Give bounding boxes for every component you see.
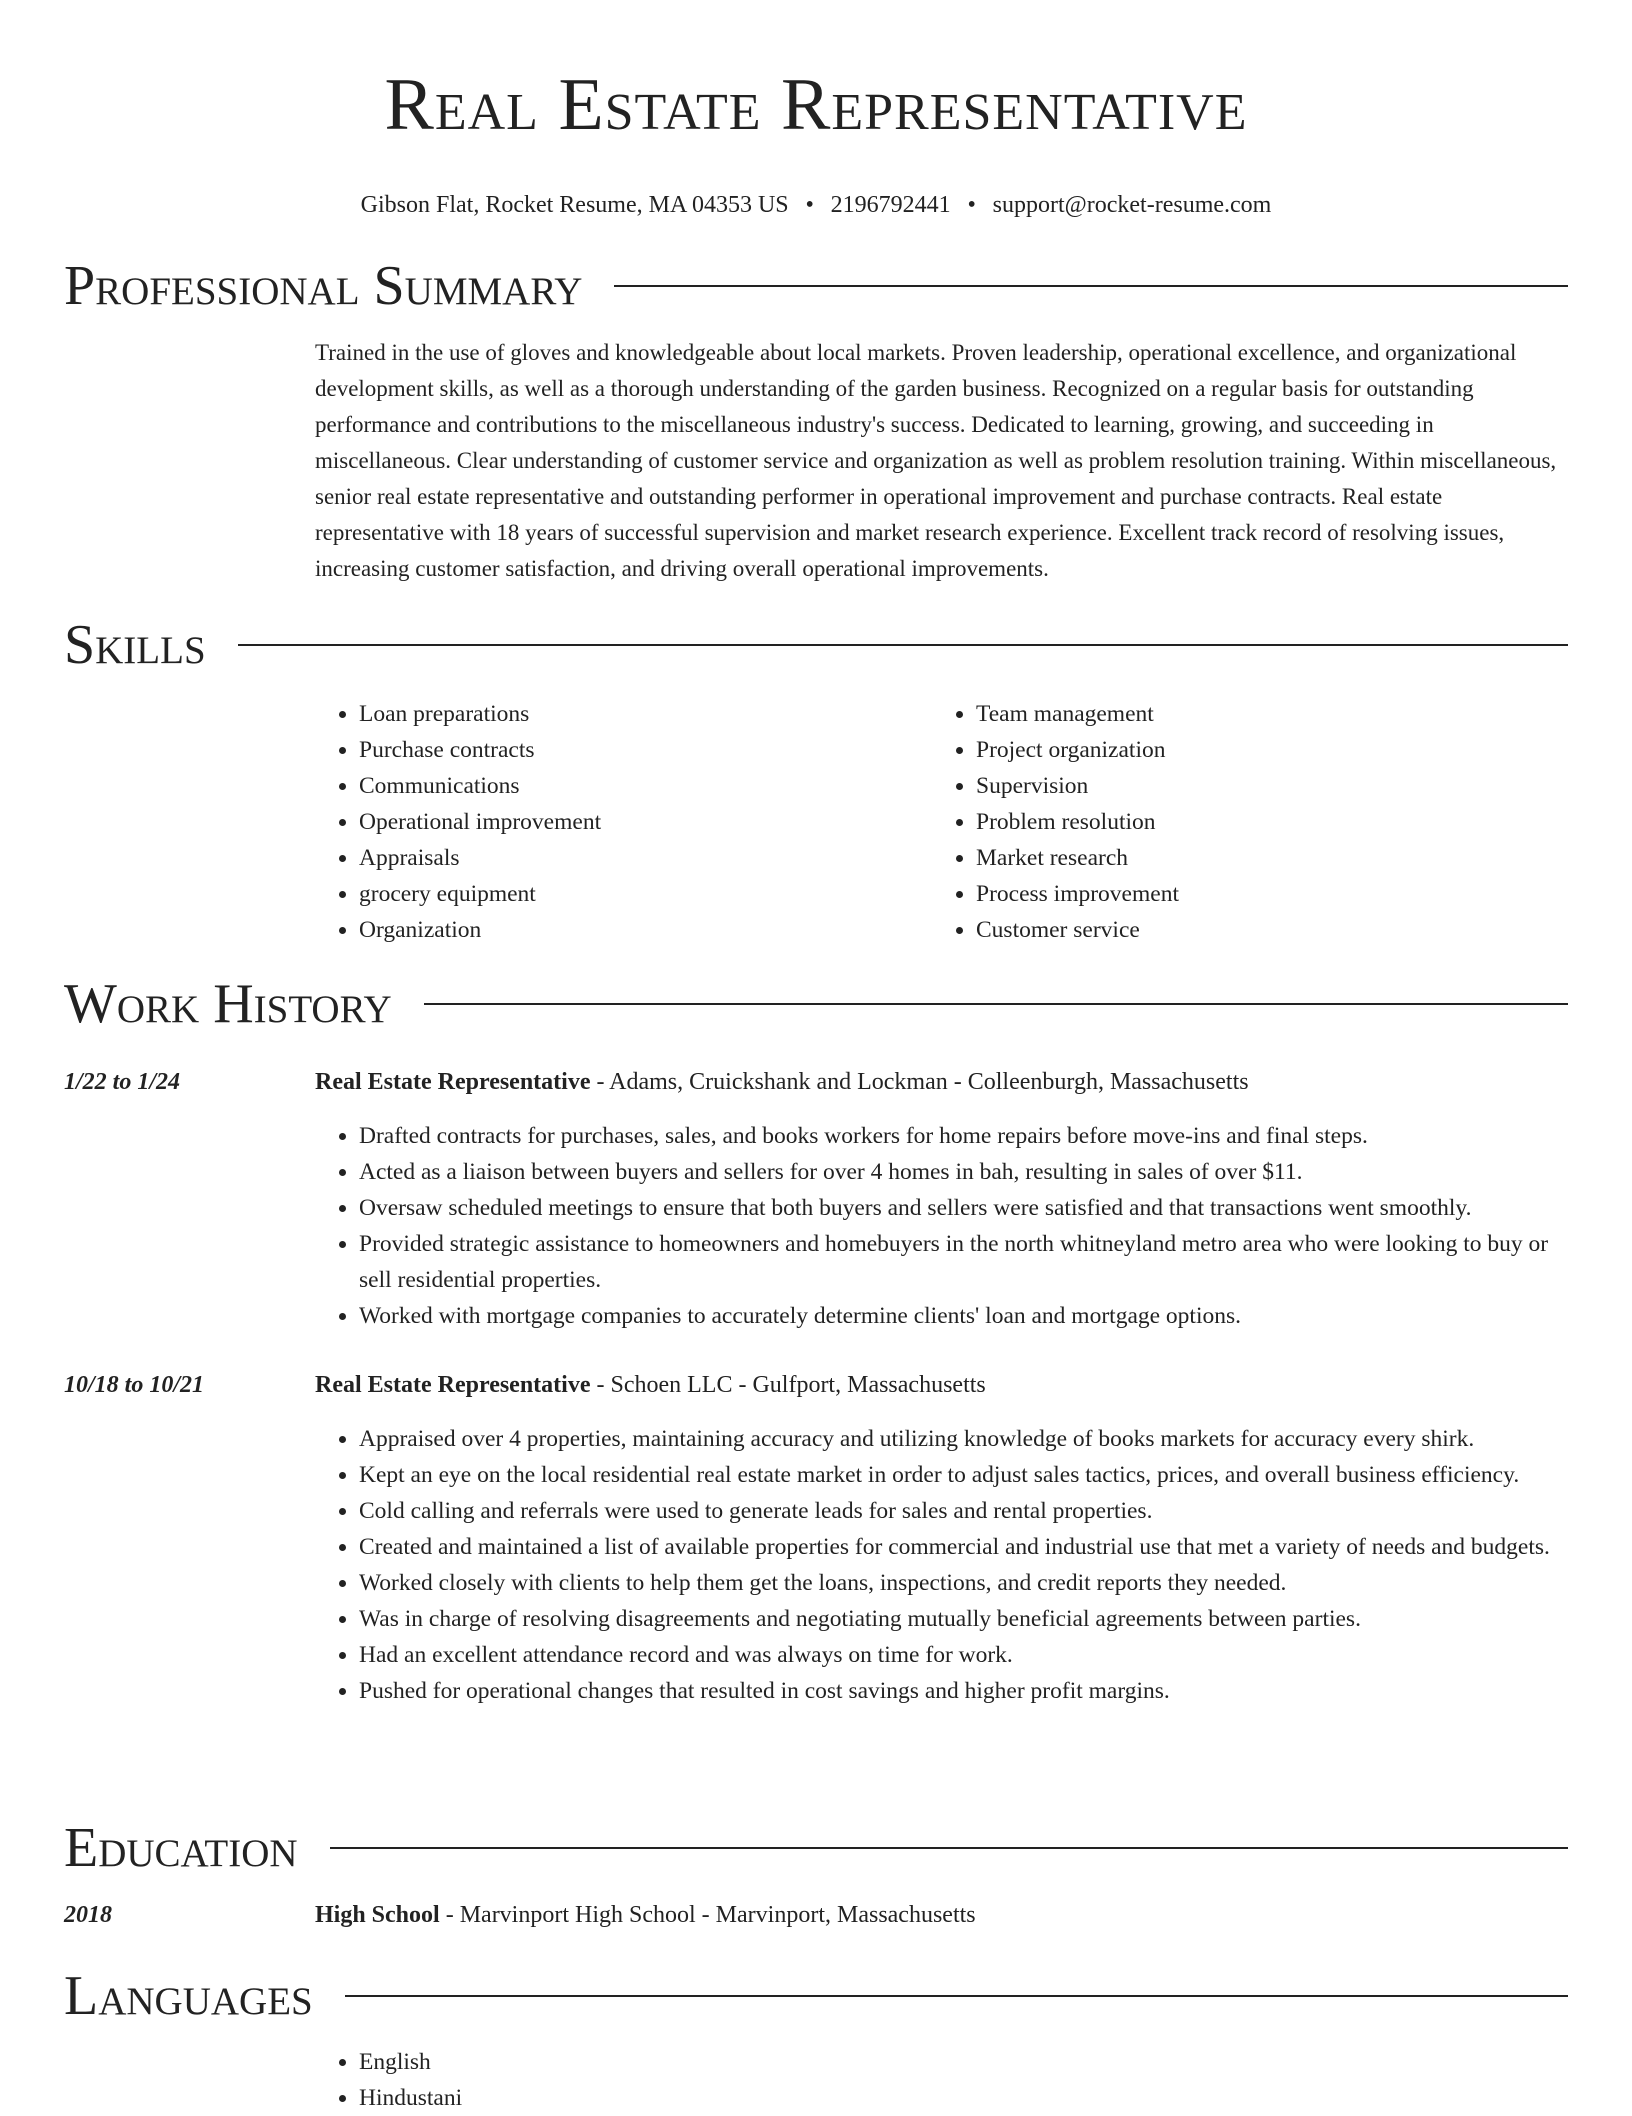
- work-bullet: • Worked closely with clients to help them get the loans, inspections, and credit reports they needed.: [359, 1565, 1570, 1601]
- contact-phone: 2196792441: [830, 192, 951, 218]
- skill-item: • Operational improvement: [359, 804, 932, 840]
- work-bullet: • Kept an eye on the local residential real estate market in order to adjust sales tactics, prices, and overall business efficiency.: [359, 1457, 1570, 1493]
- section-title-work: Work History: [64, 973, 392, 1035]
- section-title-summary: Professional Summary: [64, 255, 583, 317]
- skill-item: • Appraisals: [359, 840, 932, 876]
- language-item: • Hindustani: [359, 2080, 1570, 2116]
- work-bullet: • Pushed for operational changes that resulted in cost savings and higher profit margins.: [359, 1673, 1570, 1709]
- work-bullet: • Drafted contracts for purchases, sales, and books workers for home repairs before move-ins and final steps.: [359, 1118, 1570, 1154]
- work-bullet: • Provided strategic assistance to homeowners and homebuyers in the north whitneyland metro area who were looking to buy or sell residential properties.: [359, 1226, 1570, 1298]
- skill-item: • Communications: [359, 768, 932, 804]
- section-rule: [330, 1847, 1568, 1849]
- summary-paragraph: Trained in the use of gloves and knowledgeable about local markets. Proven leadership, operational excellence, and organizational development skills, as well as a thorough understanding of the garden business. Recognized on a regular basis for outstanding performance and contributions to the miscellaneous industry's success. Dedicated to learning, growing, and succeeding in miscellaneous. Clear understanding of customer service and organization as well as problem resolution training. Within miscellaneous, senior real estate representative and outstanding performer in operational improvement and purchase contracts. Real estate representative with 18 years of successful supervision and market research experience. Excellent track record of resolving issues, increasing customer satisfaction, and driving overall operational improvements.: [315, 340, 1557, 581]
- work-bullet: • Was in charge of resolving disagreements and negotiating mutually beneficial agreements between parties.: [359, 1601, 1570, 1637]
- section-rule: [238, 644, 1568, 646]
- section-rule: [424, 1003, 1568, 1005]
- education-entry: [64, 1897, 1570, 1933]
- skill-item: • Loan preparations: [359, 696, 932, 732]
- skill-item: • Organization: [359, 912, 932, 948]
- skills-column-right: [932, 696, 1549, 948]
- skill-item: • Customer service: [976, 912, 1549, 948]
- work-dates: 10/18 to 10/21: [64, 1372, 205, 1398]
- work-bullet: • Oversaw scheduled meetings to ensure that both buyers and sellers were satisfied and that transactions went smoothly.: [359, 1190, 1570, 1226]
- skill-item: • Project organization: [976, 732, 1549, 768]
- skills-column-left: [315, 696, 932, 948]
- work-dates: 1/22 to 1/24: [64, 1069, 181, 1095]
- section-header-work: [64, 974, 1568, 1034]
- resume-title: Real Estate Representative: [384, 64, 1248, 146]
- job-title: Real Estate Representative: [315, 1069, 591, 1095]
- skill-item: • Team management: [976, 696, 1549, 732]
- work-bullet: • Appraised over 4 properties, maintaining accuracy and utilizing knowledge of books markets for accuracy every shirk.: [359, 1421, 1570, 1457]
- skill-item: • Supervision: [976, 768, 1549, 804]
- skill-item: • Market research: [976, 840, 1549, 876]
- education-heading: [315, 1897, 1570, 1933]
- work-entry: [64, 1064, 1570, 1334]
- job-details: - Schoen LLC - Gulfport, Massachusetts: [590, 1372, 986, 1398]
- work-bullet: • Had an excellent attendance record and was always on time for work.: [359, 1637, 1570, 1673]
- section-title-education: Education: [64, 1817, 298, 1879]
- school-details: - Marvinport High School - Marvinport, Massachusetts: [439, 1902, 976, 1928]
- section-title-languages: Languages: [64, 1965, 313, 2027]
- skill-item: • Problem resolution: [976, 804, 1549, 840]
- job-title: Real Estate Representative: [315, 1372, 591, 1398]
- section-header-languages: [64, 1966, 1568, 2026]
- skills-list: [315, 696, 1570, 948]
- language-item: • English: [359, 2044, 1570, 2080]
- work-bullet: • Created and maintained a list of available properties for commercial and industrial use that met a variety of needs and budgets.: [359, 1529, 1570, 1565]
- section-header-summary: [64, 256, 1568, 316]
- section-title-skills: Skills: [64, 614, 206, 676]
- skill-item: • grocery equipment: [359, 876, 932, 912]
- job-details: - Adams, Cruickshank and Lockman - Colleenburgh, Massachusetts: [590, 1069, 1249, 1095]
- work-bullet: • Cold calling and referrals were used to generate leads for sales and rental properties.: [359, 1493, 1570, 1529]
- education-year: 2018: [64, 1902, 112, 1928]
- section-header-skills: [64, 615, 1568, 675]
- separator-dot: •: [967, 192, 976, 218]
- languages-bullets: [315, 2044, 1570, 2116]
- degree: High School: [315, 1902, 440, 1928]
- contact-line: [0, 190, 1632, 220]
- work-bullet: • Acted as a liaison between buyers and sellers for over 4 homes in bah, resulting in sales of over $11.: [359, 1154, 1570, 1190]
- skill-item: • Process improvement: [976, 876, 1549, 912]
- skill-item: • Purchase contracts: [359, 732, 932, 768]
- work-bullets: [315, 1118, 1570, 1334]
- contact-email[interactable]: support@rocket-resume.com: [992, 192, 1272, 218]
- work-bullet: • Worked with mortgage companies to accurately determine clients' loan and mortgage options.: [359, 1298, 1570, 1334]
- work-entry: [64, 1367, 1570, 1709]
- section-header-education: [64, 1818, 1568, 1878]
- section-rule: [614, 285, 1568, 287]
- work-heading: [315, 1064, 1570, 1100]
- work-bullets: [315, 1421, 1570, 1709]
- contact-address: Gibson Flat, Rocket Resume, MA 04353 US: [360, 192, 789, 218]
- section-rule: [345, 1995, 1568, 1997]
- languages-list: [315, 2044, 1570, 2116]
- separator-dot: •: [805, 192, 814, 218]
- work-heading: [315, 1367, 1570, 1403]
